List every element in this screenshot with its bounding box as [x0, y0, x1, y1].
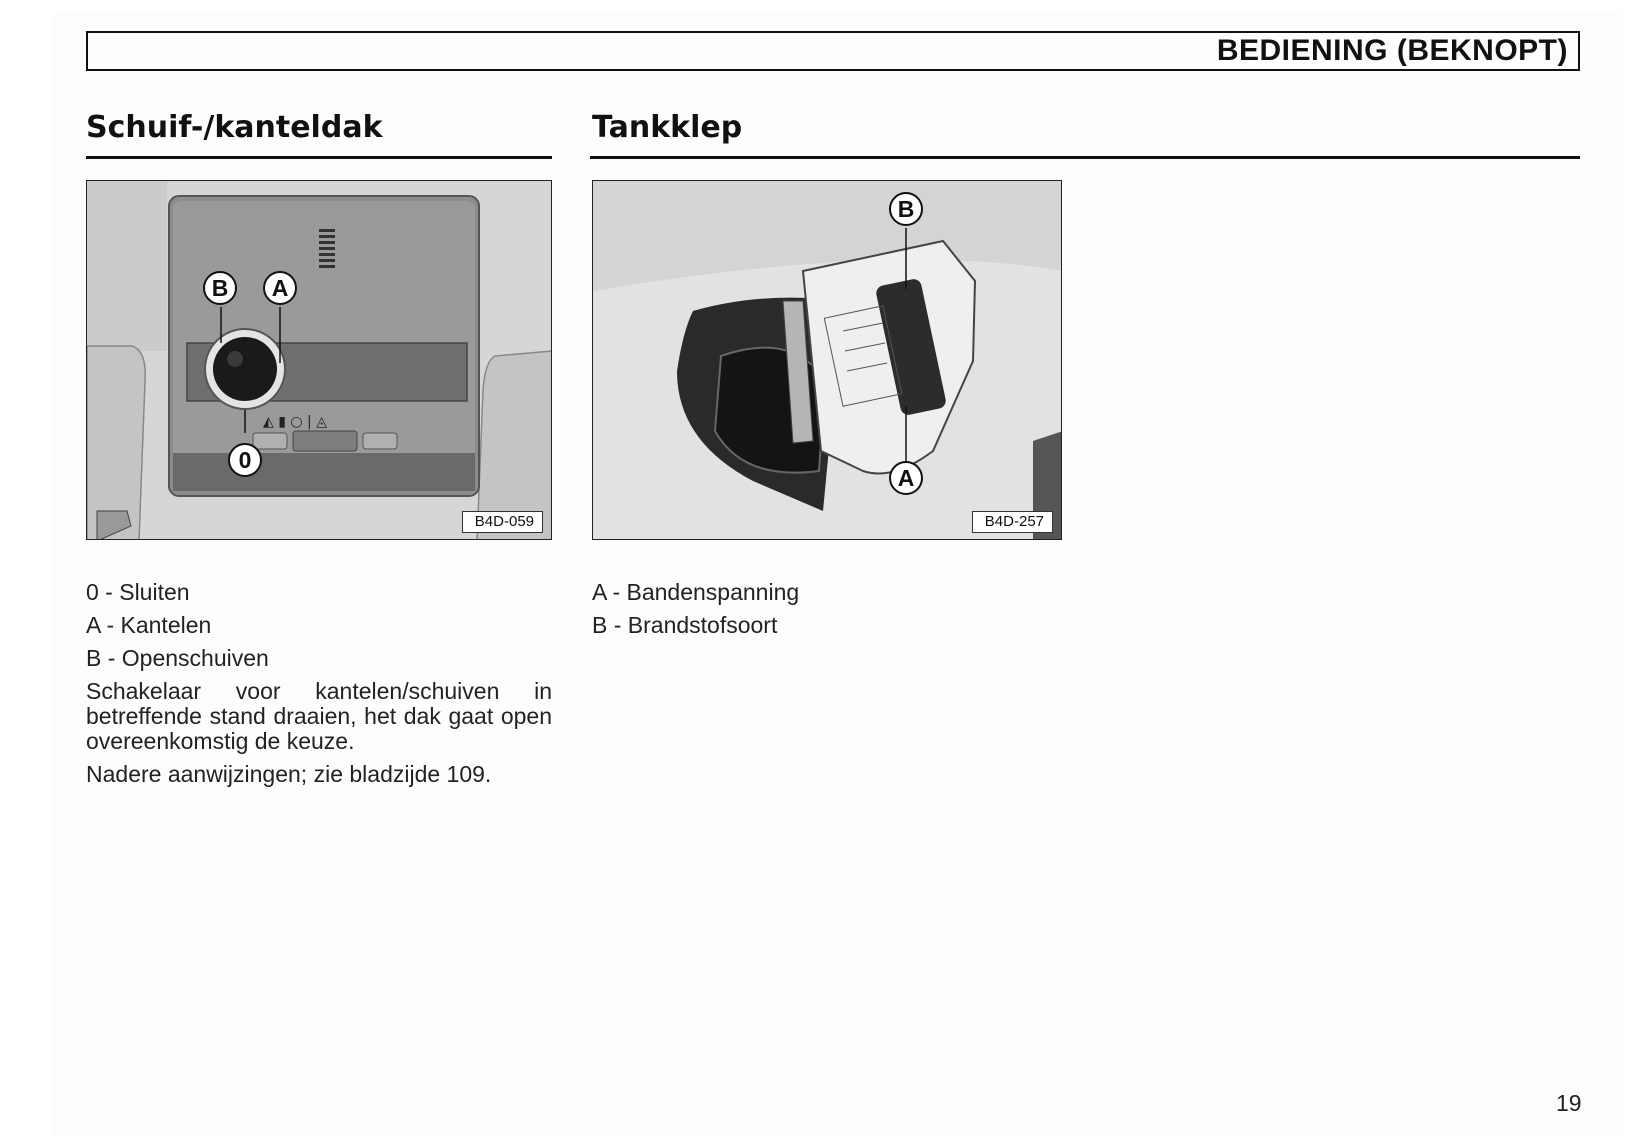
instruction-paragraph: Schakelaar voor kantelen/schuiven in betreffende stand draaien, het dak gaat open overeenkomstig de keuze. — [86, 678, 552, 754]
legend-item: 0 - Sluiten — [86, 579, 190, 605]
sunroof-illustration — [87, 181, 552, 540]
page-number: 19 — [1556, 1090, 1582, 1116]
callout-b-fuel-flap: B — [889, 192, 923, 226]
section-title-sunroof: Schuif-/kanteldak — [86, 110, 383, 145]
section-rule-sunroof — [86, 156, 552, 159]
legend-item: B - Openschuiven — [86, 645, 269, 671]
callout-b-sunroof: B — [203, 271, 237, 305]
legend-item: A - Bandenspanning — [592, 579, 800, 605]
svg-text:◭ ▮ ○ | ◬: ◭ ▮ ○ | ◬ — [263, 414, 327, 430]
header-title: BEDIENING (BEKNOPT) — [1216, 34, 1568, 67]
figure-code-sunroof: B4D-059 — [462, 511, 543, 533]
callout-a-sunroof: A — [263, 271, 297, 305]
figure-fuel-flap — [592, 180, 1062, 540]
figure-code-fuel-flap: B4D-257 — [972, 511, 1053, 533]
callout-0-sunroof: 0 — [228, 443, 262, 477]
reference-note: Nadere aanwijzingen; zie bladzijde 109. — [86, 761, 492, 787]
legend-item: B - Brandstofsoort — [592, 612, 778, 638]
legend-fuel-flap — [592, 580, 1062, 646]
fuel-flap-illustration — [593, 181, 1062, 540]
legend-item: A - Kantelen — [86, 612, 212, 638]
section-title-fuel-flap: Tankklep — [592, 110, 743, 145]
header-bar — [86, 31, 1580, 71]
section-rule-fuel-flap — [590, 156, 1580, 159]
callout-a-fuel-flap: A — [889, 461, 923, 495]
figure-sunroof — [86, 180, 552, 540]
legend-sunroof — [86, 580, 552, 795]
